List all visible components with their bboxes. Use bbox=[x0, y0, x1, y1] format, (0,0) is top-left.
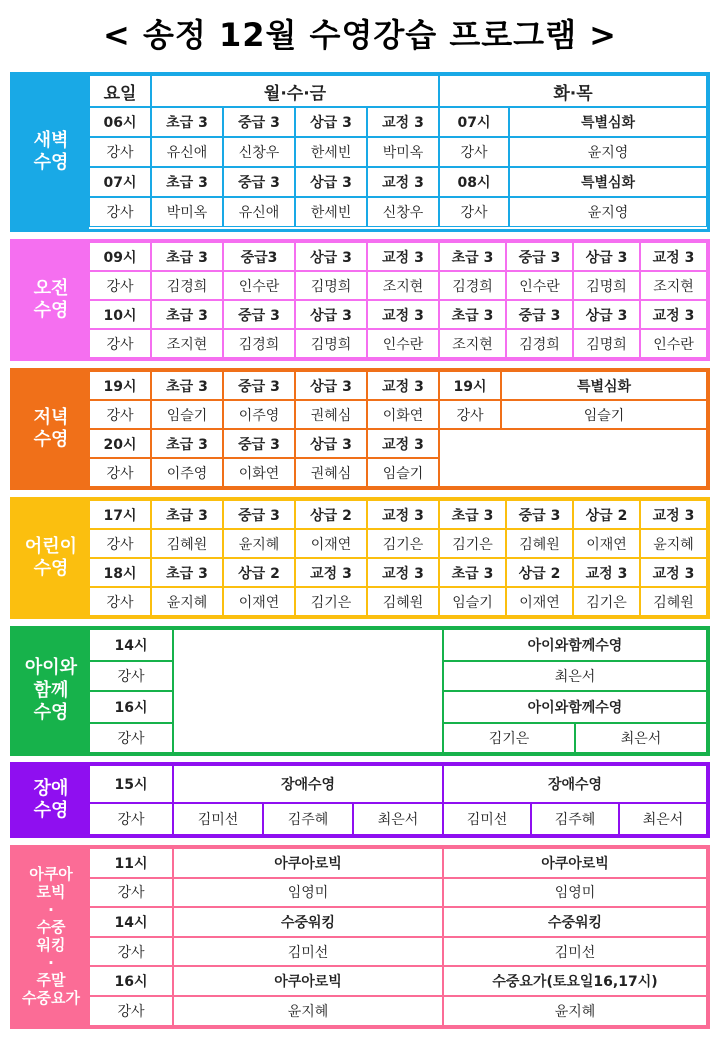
class-cell: 중급 3 bbox=[223, 107, 295, 137]
class-cell: 상급 2 bbox=[573, 500, 640, 529]
class-cell: 초급 3 bbox=[151, 242, 223, 271]
instructor-cell: 김경희 bbox=[223, 329, 295, 358]
instructor-cell: 김혜원 bbox=[367, 587, 439, 616]
instructor-cell: 임슬기 bbox=[501, 400, 707, 429]
section-label: 장애 수영 bbox=[13, 765, 89, 835]
instructor-label: 강사 bbox=[89, 661, 173, 691]
section-label: 아이와 함께 수영 bbox=[13, 629, 89, 753]
class-cell: 상급 3 bbox=[295, 167, 367, 197]
instructor-cell: 윤지혜 bbox=[151, 587, 223, 616]
instructor-label: 강사 bbox=[89, 878, 173, 908]
class-cell: 중급 3 bbox=[223, 300, 295, 329]
instructor-cell: 이재연 bbox=[223, 587, 295, 616]
class-cell: 초급 3 bbox=[151, 429, 223, 458]
instructor-label: 강사 bbox=[89, 400, 151, 429]
instructor-cell: 이화연 bbox=[367, 400, 439, 429]
section-label: 어린이 수영 bbox=[13, 500, 89, 616]
section-disability bbox=[10, 762, 710, 838]
instructor-cell: 최은서 bbox=[619, 803, 707, 835]
instructor-cell: 인수란 bbox=[506, 271, 573, 300]
instructor-cell: 윤지영 bbox=[509, 197, 707, 227]
instructor-cell: 이화연 bbox=[223, 458, 295, 487]
class-cell: 상급 3 bbox=[573, 242, 640, 271]
class-cell: 중급3 bbox=[223, 242, 295, 271]
instructor-cell: 김경희 bbox=[439, 271, 506, 300]
program-title: 특별심화 bbox=[509, 107, 707, 137]
class-cell: 상급 2 bbox=[506, 558, 573, 587]
program-title: 특별심화 bbox=[501, 371, 707, 400]
class-cell: 교정 3 bbox=[367, 107, 439, 137]
program-title: 장애수영 bbox=[173, 765, 443, 803]
program-title: 수중워킹 bbox=[443, 907, 707, 937]
instructor-cell: 조지현 bbox=[640, 271, 707, 300]
instructor-cell: 조지현 bbox=[439, 329, 506, 358]
class-cell: 교정 3 bbox=[367, 500, 439, 529]
time-cell: 20시 bbox=[89, 429, 151, 458]
instructor-cell: 박미옥 bbox=[151, 197, 223, 227]
class-cell: 초급 3 bbox=[439, 558, 506, 587]
instructor-label: 강사 bbox=[89, 723, 173, 753]
time-cell: 17시 bbox=[89, 500, 151, 529]
class-cell: 초급 3 bbox=[151, 500, 223, 529]
instructor-cell: 이주영 bbox=[151, 458, 223, 487]
time-cell: 19시 bbox=[439, 371, 501, 400]
instructor-label: 강사 bbox=[439, 400, 501, 429]
instructor-cell: 윤지혜 bbox=[640, 529, 707, 558]
class-cell: 초급 3 bbox=[439, 242, 506, 271]
time-cell: 09시 bbox=[89, 242, 151, 271]
instructor-cell: 최은서 bbox=[575, 723, 707, 753]
class-cell: 초급 3 bbox=[151, 107, 223, 137]
instructor-cell: 김기은 bbox=[439, 529, 506, 558]
section-label: 새벽 수영 bbox=[13, 75, 89, 229]
section-dawn bbox=[10, 72, 710, 232]
instructor-cell: 김혜원 bbox=[151, 529, 223, 558]
class-cell: 중급 3 bbox=[506, 500, 573, 529]
days-left-header: 월·수·금 bbox=[151, 75, 439, 107]
class-cell: 교정 3 bbox=[640, 558, 707, 587]
instructor-cell: 김명희 bbox=[295, 329, 367, 358]
section-morning bbox=[10, 239, 710, 361]
instructor-cell: 박미옥 bbox=[367, 137, 439, 167]
instructor-cell: 김명희 bbox=[573, 329, 640, 358]
section-kids bbox=[10, 497, 710, 619]
instructor-cell: 인수란 bbox=[640, 329, 707, 358]
time-cell: 07시 bbox=[89, 167, 151, 197]
instructor-label: 강사 bbox=[89, 996, 173, 1026]
class-cell: 교정 3 bbox=[640, 500, 707, 529]
section-label: 저녁 수영 bbox=[13, 371, 89, 487]
time-cell: 15시 bbox=[89, 765, 173, 803]
class-cell: 초급 3 bbox=[439, 300, 506, 329]
class-cell: 중급 3 bbox=[506, 300, 573, 329]
section-label: 오전 수영 bbox=[13, 242, 89, 358]
page-title: < 송정 12월 수영강습 프로그램 > bbox=[103, 16, 617, 54]
instructor-cell: 김기은 bbox=[367, 529, 439, 558]
class-cell: 중급 3 bbox=[223, 371, 295, 400]
instructor-cell: 윤지혜 bbox=[223, 529, 295, 558]
time-cell: 16시 bbox=[89, 691, 173, 723]
instructor-cell: 김명희 bbox=[573, 271, 640, 300]
instructor-cell: 조지현 bbox=[367, 271, 439, 300]
time-cell: 18시 bbox=[89, 558, 151, 587]
instructor-cell: 김주혜 bbox=[531, 803, 619, 835]
instructor-cell: 이재연 bbox=[573, 529, 640, 558]
class-cell: 교정 3 bbox=[640, 242, 707, 271]
class-cell: 상급 3 bbox=[295, 429, 367, 458]
section-evening bbox=[10, 368, 710, 490]
instructor-cell: 김기은 bbox=[573, 587, 640, 616]
instructor-label: 강사 bbox=[89, 197, 151, 227]
class-cell: 중급 3 bbox=[223, 429, 295, 458]
instructor-cell: 이재연 bbox=[506, 587, 573, 616]
section-family bbox=[10, 626, 710, 756]
time-cell: 16시 bbox=[89, 966, 173, 996]
time-cell: 19시 bbox=[89, 371, 151, 400]
day-header: 요일 bbox=[89, 75, 151, 107]
instructor-cell: 김경희 bbox=[506, 329, 573, 358]
instructor-cell: 김기은 bbox=[443, 723, 575, 753]
instructor-cell: 김미선 bbox=[443, 803, 531, 835]
time-cell: 10시 bbox=[89, 300, 151, 329]
class-cell: 초급 3 bbox=[151, 558, 223, 587]
instructor-label: 강사 bbox=[89, 803, 173, 835]
time-cell: 08시 bbox=[439, 167, 509, 197]
instructor-cell: 인수란 bbox=[223, 271, 295, 300]
class-cell: 상급 2 bbox=[223, 558, 295, 587]
program-title: 아쿠아로빅 bbox=[173, 966, 443, 996]
program-title: 아쿠아로빅 bbox=[173, 848, 443, 878]
class-cell: 교정 3 bbox=[640, 300, 707, 329]
class-cell: 중급 3 bbox=[223, 500, 295, 529]
instructor-cell: 신창우 bbox=[367, 197, 439, 227]
class-cell: 초급 3 bbox=[151, 167, 223, 197]
instructor-label: 강사 bbox=[89, 137, 151, 167]
instructor-cell: 권혜심 bbox=[295, 458, 367, 487]
program-title: 아이와함께수영 bbox=[443, 629, 707, 661]
instructor-cell: 권혜심 bbox=[295, 400, 367, 429]
instructor-cell: 김주혜 bbox=[263, 803, 353, 835]
instructor-cell: 유신애 bbox=[151, 137, 223, 167]
class-cell: 교정 3 bbox=[295, 558, 367, 587]
instructor-label: 강사 bbox=[89, 458, 151, 487]
program-title: 아쿠아로빅 bbox=[443, 848, 707, 878]
instructor-cell: 신창우 bbox=[223, 137, 295, 167]
instructor-cell: 김기은 bbox=[295, 587, 367, 616]
time-cell: 14시 bbox=[89, 907, 173, 937]
time-cell: 07시 bbox=[439, 107, 509, 137]
instructor-cell: 윤지혜 bbox=[443, 996, 707, 1026]
class-cell: 초급 3 bbox=[151, 371, 223, 400]
time-cell: 06시 bbox=[89, 107, 151, 137]
instructor-label: 강사 bbox=[89, 529, 151, 558]
program-title: 수중워킹 bbox=[173, 907, 443, 937]
instructor-cell: 김경희 bbox=[151, 271, 223, 300]
section-label: 아쿠아 로빅 · 수중 워킹 · 주말 수중요가 bbox=[13, 848, 89, 1026]
empty-cell bbox=[439, 429, 707, 487]
instructor-cell: 임슬기 bbox=[439, 587, 506, 616]
instructor-cell: 임영미 bbox=[173, 878, 443, 908]
program-title: 특별심화 bbox=[509, 167, 707, 197]
instructor-cell: 이주영 bbox=[223, 400, 295, 429]
instructor-cell: 최은서 bbox=[443, 661, 707, 691]
instructor-cell: 임슬기 bbox=[151, 400, 223, 429]
instructor-cell: 최은서 bbox=[353, 803, 443, 835]
class-cell: 상급 2 bbox=[295, 500, 367, 529]
empty-cell bbox=[173, 629, 443, 753]
instructor-label: 강사 bbox=[439, 197, 509, 227]
instructor-label: 강사 bbox=[89, 271, 151, 300]
class-cell: 중급 3 bbox=[223, 167, 295, 197]
instructor-cell: 김혜원 bbox=[506, 529, 573, 558]
instructor-label: 강사 bbox=[89, 587, 151, 616]
class-cell: 교정 3 bbox=[367, 242, 439, 271]
class-cell: 초급 3 bbox=[439, 500, 506, 529]
instructor-cell: 조지현 bbox=[151, 329, 223, 358]
program-title: 수중요가(토요일16,17시) bbox=[443, 966, 707, 996]
class-cell: 교정 3 bbox=[367, 371, 439, 400]
instructor-cell: 한세빈 bbox=[295, 197, 367, 227]
time-cell: 11시 bbox=[89, 848, 173, 878]
instructor-cell: 김미선 bbox=[173, 937, 443, 967]
instructor-cell: 김미선 bbox=[173, 803, 263, 835]
class-cell: 교정 3 bbox=[367, 558, 439, 587]
instructor-cell: 임영미 bbox=[443, 878, 707, 908]
class-cell: 교정 3 bbox=[367, 167, 439, 197]
instructor-cell: 윤지혜 bbox=[173, 996, 443, 1026]
class-cell: 상급 3 bbox=[295, 242, 367, 271]
section-aqua bbox=[10, 845, 710, 1029]
instructor-label: 강사 bbox=[89, 329, 151, 358]
class-cell: 교정 3 bbox=[573, 558, 640, 587]
class-cell: 상급 3 bbox=[573, 300, 640, 329]
instructor-cell: 김혜원 bbox=[640, 587, 707, 616]
instructor-cell: 윤지영 bbox=[509, 137, 707, 167]
instructor-cell: 임슬기 bbox=[367, 458, 439, 487]
class-cell: 상급 3 bbox=[295, 300, 367, 329]
instructor-label: 강사 bbox=[89, 937, 173, 967]
instructor-cell: 김명희 bbox=[295, 271, 367, 300]
class-cell: 초급 3 bbox=[151, 300, 223, 329]
program-title: 아이와함께수영 bbox=[443, 691, 707, 723]
class-cell: 중급 3 bbox=[506, 242, 573, 271]
instructor-cell: 인수란 bbox=[367, 329, 439, 358]
days-right-header: 화·목 bbox=[439, 75, 707, 107]
instructor-label: 강사 bbox=[439, 137, 509, 167]
class-cell: 교정 3 bbox=[367, 300, 439, 329]
instructor-cell: 한세빈 bbox=[295, 137, 367, 167]
class-cell: 교정 3 bbox=[367, 429, 439, 458]
class-cell: 상급 3 bbox=[295, 107, 367, 137]
program-title: 장애수영 bbox=[443, 765, 707, 803]
class-cell: 상급 3 bbox=[295, 371, 367, 400]
instructor-cell: 유신애 bbox=[223, 197, 295, 227]
instructor-cell: 이재연 bbox=[295, 529, 367, 558]
instructor-cell: 김미선 bbox=[443, 937, 707, 967]
time-cell: 14시 bbox=[89, 629, 173, 661]
